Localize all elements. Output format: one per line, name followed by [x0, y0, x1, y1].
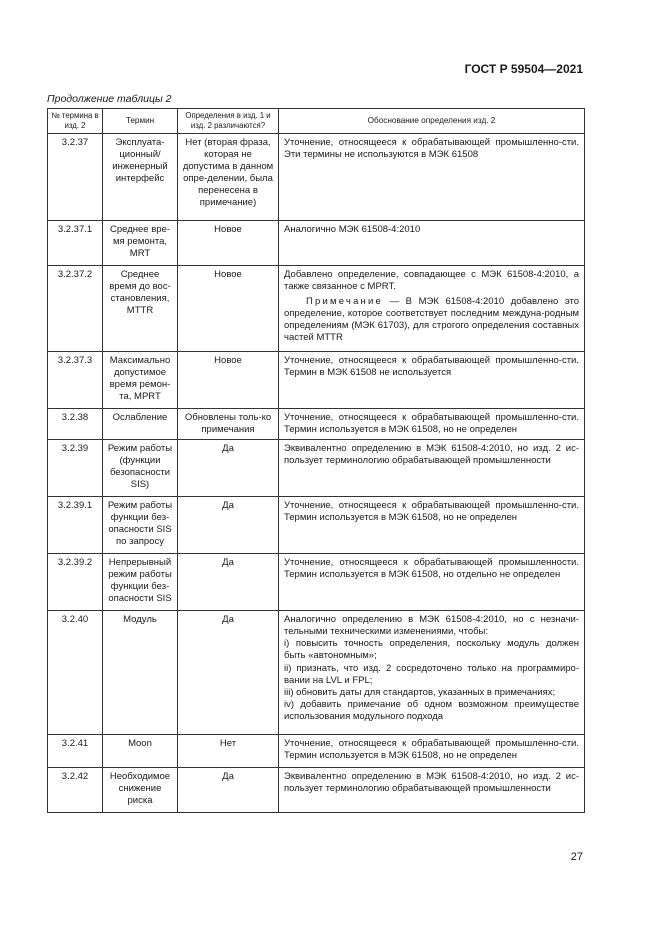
justification: [279, 440, 585, 497]
justification-text: Уточнение, относящееся к обрабатывающей промышленно-сти. Термин используется в МЭК 61508, но не определен: [284, 738, 579, 762]
term-name: Непрерывный режим работы функции без-опасности SIS: [103, 554, 178, 611]
justification: [279, 497, 585, 554]
term-name: Необходимое снижение риска: [103, 768, 178, 813]
document-code: ГОСТ Р 59504—2021: [464, 62, 583, 76]
term-number: 3.2.37: [48, 134, 103, 221]
justification-text: Уточнение, относящееся к обрабатывающей промышленно-сти. Термин в МЭК 61508 не используется: [284, 355, 579, 379]
col-header-term: Термин: [103, 109, 178, 134]
difference-value: Да: [178, 611, 279, 735]
term-name: Максимально допустимое время ремон-та, MPRT: [103, 352, 178, 409]
justification-list-item: iv) добавить примечание об одном возможном преимуществе использования модульного подхода: [284, 698, 579, 722]
col-header-number: № термина в изд. 2: [48, 109, 103, 134]
justification: [279, 735, 585, 768]
table-row: [48, 735, 585, 768]
justification-text: Аналогично определению в МЭК 61508-4:2010, но с незначи-тельными техническими изменениями, чтобы:: [284, 614, 579, 638]
table-row: [48, 409, 585, 440]
justification: [279, 266, 585, 352]
term-name: Режим работы функции без-опасности SIS по запросу: [103, 497, 178, 554]
justification-text: Уточнение, относящееся к обрабатывающей промышленно-сти. Эти термины не используются в МЭК 61508: [284, 137, 579, 161]
table-caption: Продолжение таблицы 2: [47, 93, 172, 105]
difference-value: Новое: [178, 221, 279, 266]
justification: [279, 409, 585, 440]
justification: [279, 768, 585, 813]
term-name: Режим работы (функции безопасности SIS): [103, 440, 178, 497]
difference-value: Да: [178, 497, 279, 554]
term-number: 3.2.38: [48, 409, 103, 440]
term-name: Ослабление: [103, 409, 178, 440]
justification: [279, 221, 585, 266]
table-header-row: [48, 109, 585, 134]
table-row: [48, 611, 585, 735]
justification-text: Аналогично МЭК 61508-4:2010: [284, 224, 421, 235]
justification: [279, 611, 585, 735]
table-row: [48, 266, 585, 352]
justification-text: Уточнение, относящееся к обрабатывающей промышленности. Термин используется в МЭК 61508, но отдельно не определен: [284, 557, 579, 581]
term-number: 3.2.40: [48, 611, 103, 735]
term-number: 3.2.41: [48, 735, 103, 768]
difference-value: Нет: [178, 735, 279, 768]
table-row: [48, 134, 585, 221]
justification: [279, 352, 585, 409]
table-row: [48, 352, 585, 409]
difference-value: Да: [178, 554, 279, 611]
justification-list-item: iii) обновить даты для стандартов, указанных в примечаниях;: [284, 686, 556, 698]
table-row: [48, 440, 585, 497]
justification-list-item: ii) признать, что изд. 2 сосредоточено только на программиро-вании на LVL и FPL;: [284, 662, 579, 686]
term-number: 3.2.37.1: [48, 221, 103, 266]
justification-text: Уточнение, относящееся к обрабатывающей промышленно-сти. Термин используется в МЭК 61508, но не определен: [284, 500, 579, 524]
term-name: Эксплуата-ционный/ инженерный интерфейс: [103, 134, 178, 221]
term-number: 3.2.39.1: [48, 497, 103, 554]
term-name: Среднее время до вос-становления, MTTR: [103, 266, 178, 352]
difference-value: Да: [178, 768, 279, 813]
difference-value: Новое: [178, 352, 279, 409]
term-name: Модуль: [103, 611, 178, 735]
note-paragraph: [284, 296, 579, 344]
term-number: 3.2.39: [48, 440, 103, 497]
justification: [279, 134, 585, 221]
page-number: 27: [570, 851, 583, 863]
note-label: Примечание: [306, 296, 383, 308]
difference-value: Новое: [178, 266, 279, 352]
table-row: [48, 768, 585, 813]
table-row: [48, 554, 585, 611]
table-row: [48, 497, 585, 554]
justification-text: Эквивалентно определению в МЭК 61508-4:2010, но изд. 2 ис-пользует терминологию обрабатывающей промышленности: [284, 443, 579, 467]
col-header-difference: Определения в изд. 1 и изд. 2 различаются?: [178, 109, 279, 134]
term-number: 3.2.37.3: [48, 352, 103, 409]
table-row: [48, 221, 585, 266]
justification-text: Добавлено определение, совпадающее с МЭК 61508-4:2010, а также связанное с MPRT.: [284, 269, 579, 293]
term-number: 3.2.42: [48, 768, 103, 813]
justification-list-item: i) повысить точность определения, поскольку модуль должен быть «автономным»;: [284, 638, 579, 662]
term-name: Среднее вре-мя ремонта, MRT: [103, 221, 178, 266]
justification-text: Эквивалентно определению в МЭК 61508-4:2010, но изд. 2 ис-пользует терминологию обрабатывающей промышленности: [284, 771, 579, 795]
term-number: 3.2.37.2: [48, 266, 103, 352]
note-text: — В МЭК 61508-4:2010 добавлено это определение, которое соответствует последним междуна-родным определениям (МЭК 61703), для строгого определения составных частей MTTR: [284, 296, 579, 344]
difference-value: Да: [178, 440, 279, 497]
justification: [279, 554, 585, 611]
term-name: Moon: [103, 735, 178, 768]
col-header-justification: Обоснование определения изд. 2: [279, 109, 585, 134]
difference-value: Обновлены толь-ко примечания: [178, 409, 279, 440]
difference-value: Нет (вторая фраза, которая не допустима в данном опре-делении, была перенесена в примечание): [178, 134, 279, 221]
term-number: 3.2.39.2: [48, 554, 103, 611]
justification-text: Уточнение, относящееся к обрабатывающей промышленно-сти. Термин используется в МЭК 61508, но не определен: [284, 412, 579, 436]
terms-table: [47, 108, 585, 813]
